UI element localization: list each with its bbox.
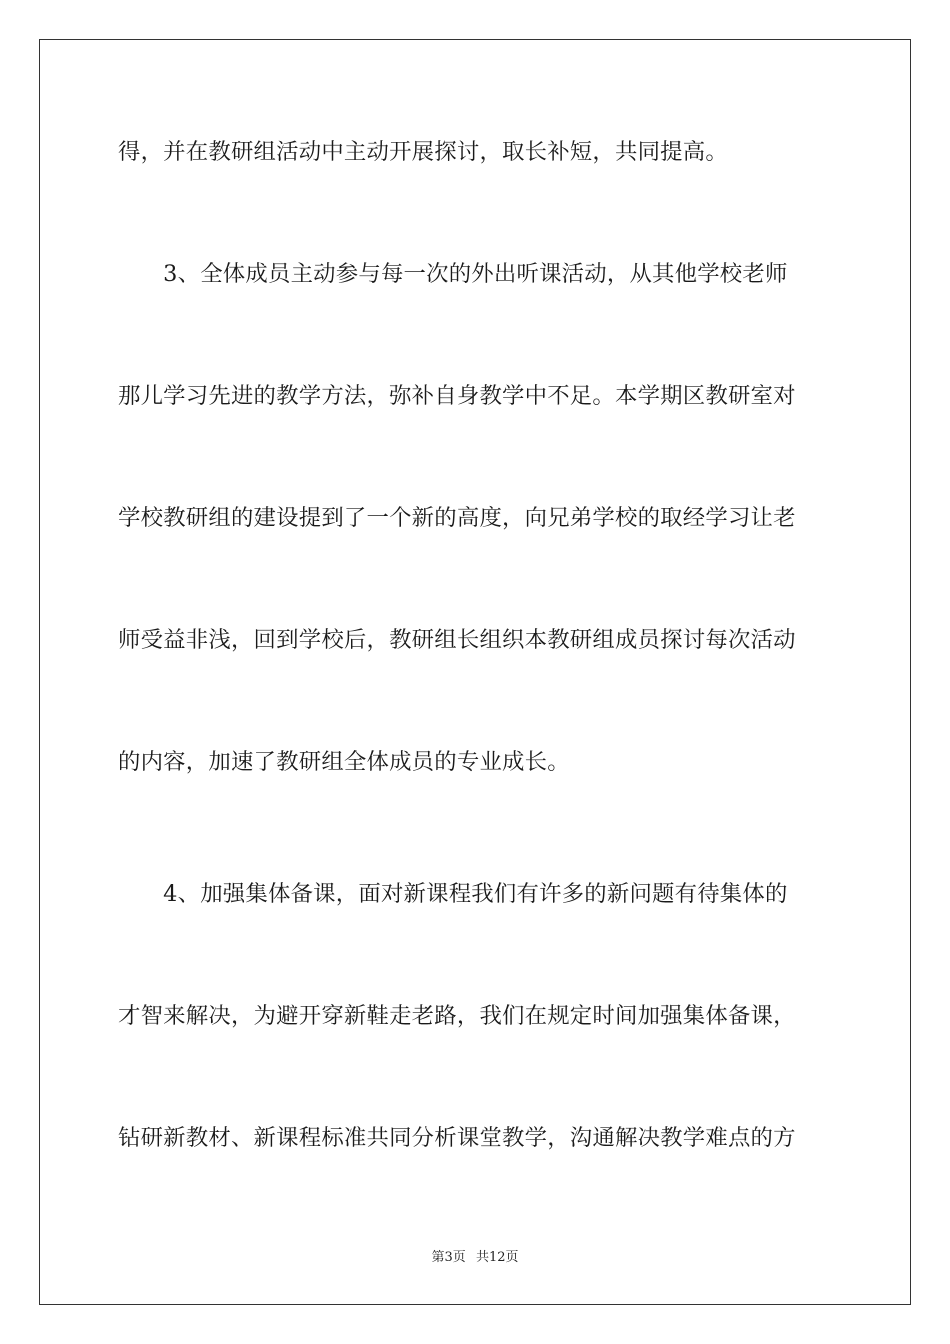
text-line: 得，并在教研组活动中主动开展探讨，取长补短，共同提高。 — [118, 139, 728, 165]
text-line: 那儿学习先进的教学方法，弥补自身教学中不足。本学期区教研室对 — [118, 383, 796, 409]
page-number: 第3页 — [431, 1250, 466, 1265]
page-footer — [0, 1246, 950, 1265]
page-total: 共12页 — [475, 1250, 519, 1265]
page-border — [39, 39, 911, 1305]
text-line: 的内容，加速了教研组全体成员的专业成长。 — [118, 749, 570, 775]
text-line: 3、全体成员主动参与每一次的外出听课活动，从其他学校老师 — [118, 261, 788, 287]
text-line: 才智来解决，为避开穿新鞋走老路，我们在规定时间加强集体备课， — [118, 1003, 796, 1029]
text-line: 4、加强集体备课，面对新课程我们有许多的新问题有待集体的 — [118, 881, 788, 907]
text-line: 钻研新教材、新课程标准共同分析课堂教学，沟通解决教学难点的方 — [118, 1125, 796, 1151]
text-line: 学校教研组的建设提到了一个新的高度，向兄弟学校的取经学习让老 — [118, 505, 796, 531]
text-line: 师受益非浅，回到学校后，教研组长组织本教研组成员探讨每次活动 — [118, 627, 796, 653]
